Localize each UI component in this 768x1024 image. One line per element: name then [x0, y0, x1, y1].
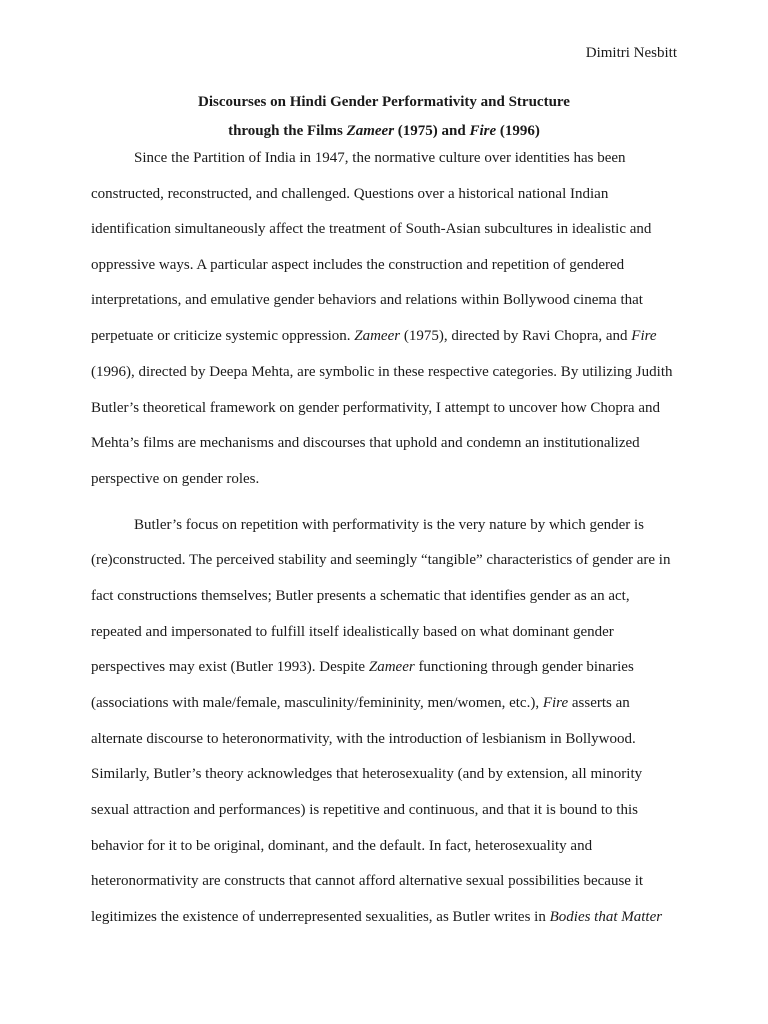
- paragraph-1-line: perspective on gender roles.: [91, 471, 260, 487]
- paragraph-1-line: Mehta’s films are mechanisms and discourses that uphold and condemn an institutionalized: [91, 435, 640, 451]
- body-text: perpetuate or criticize systemic oppression.: [91, 328, 355, 344]
- title-text: through the Films: [228, 123, 347, 139]
- paragraph-2-line: [91, 658, 634, 676]
- paragraph-2-line: [91, 908, 662, 926]
- paragraph-2-line: [91, 694, 630, 712]
- document-title-line-2: [0, 122, 768, 140]
- body-text: legitimizes the existence of underrepresented sexualities, as Butler writes in: [91, 909, 550, 925]
- paragraph-2-line: alternate discourse to heteronormativity, with the introduction of lesbianism in Bollywood.: [91, 731, 636, 747]
- film-title-zameer: Zameer: [346, 123, 395, 139]
- paragraph-1-line: Butler’s theoretical framework on gender performativity, I attempt to uncover how Chopra and: [91, 400, 660, 416]
- title-text: (1975) and: [394, 123, 470, 139]
- book-title-bodies-that-matter: Bodies that Matter: [549, 909, 663, 925]
- paragraph-2-line: sexual attraction and performances) is repetitive and continuous, and that it is bound to this: [91, 802, 638, 818]
- body-text: (1975), directed by Ravi Chopra, and: [400, 328, 632, 344]
- paragraph-2-line: Butler’s focus on repetition with performativity is the very nature by which gender is: [134, 517, 645, 533]
- title-text: (1996): [496, 123, 540, 139]
- paragraph-2-line: repeated and impersonated to fulfill itself idealistically based on what dominant gender: [91, 624, 614, 640]
- paragraph-2-line: fact constructions themselves; Butler presents a schematic that identifies gender as an act,: [91, 588, 630, 604]
- paragraph-1-line: (1996), directed by Deepa Mehta, are symbolic in these respective categories. By utilizing Judith: [91, 364, 673, 380]
- author-name: Dimitri Nesbitt: [585, 45, 677, 61]
- body-text: asserts an: [568, 695, 630, 711]
- film-title-fire: Fire: [631, 328, 657, 344]
- film-title-zameer: Zameer: [368, 659, 415, 675]
- body-text: functioning through gender binaries: [414, 659, 634, 675]
- body-text: perspectives may exist (Butler 1993). Despite: [91, 659, 369, 675]
- document-title-line-1: Discourses on Hindi Gender Performativity and Structure: [198, 94, 570, 110]
- paragraph-1-line: Since the Partition of India in 1947, the normative culture over identities has been: [134, 150, 626, 166]
- paragraph-2-line: (re)constructed. The perceived stability and seemingly “tangible” characteristics of gender are in: [91, 552, 671, 568]
- paragraph-2-line: Similarly, Butler’s theory acknowledges that heterosexuality (and by extension, all minority: [91, 766, 643, 782]
- paragraph-1-line: [91, 327, 657, 345]
- body-text: (associations with male/female, masculinity/femininity, men/women, etc.),: [91, 695, 543, 711]
- paragraph-2-line: heteronormativity are constructs that cannot afford alternative sexual possibilities because it: [91, 873, 644, 889]
- paragraph-1-line: constructed, reconstructed, and challenged. Questions over a historical national Indian: [91, 186, 609, 202]
- paragraph-2-line: behavior for it to be original, dominant, and the default. In fact, heterosexuality and: [91, 838, 593, 854]
- film-title-zameer: Zameer: [354, 328, 401, 344]
- film-title-fire: Fire: [469, 123, 497, 139]
- paragraph-1-line: identification simultaneously affect the treatment of South-Asian subcultures in idealistic and: [91, 221, 652, 237]
- film-title-fire: Fire: [542, 695, 569, 711]
- paragraph-1-line: oppressive ways. A particular aspect includes the construction and repetition of gendered: [91, 257, 625, 273]
- paragraph-1-line: interpretations, and emulative gender behaviors and relations within Bollywood cinema that: [91, 292, 643, 308]
